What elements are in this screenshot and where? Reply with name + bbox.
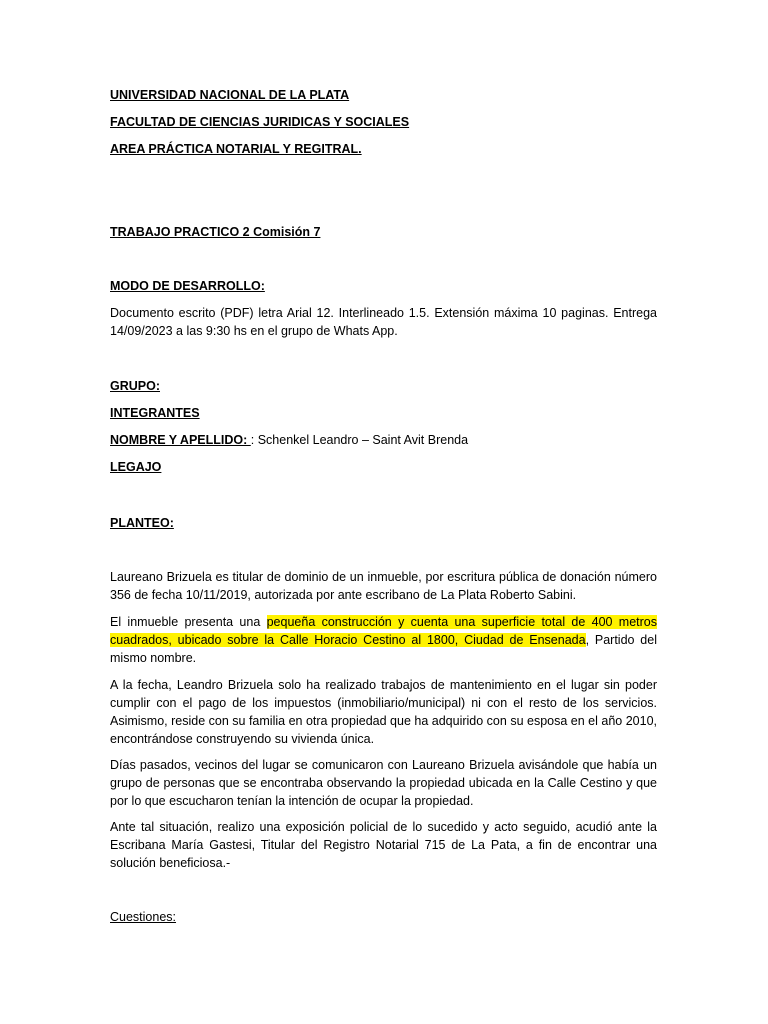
assignment-title: TRABAJO PRACTICO 2 Comisión 7 — [110, 225, 321, 239]
file-label: LEGAJO — [110, 460, 162, 474]
statement-paragraph-3: A la fecha, Leandro Brizuela solo ha realizado trabajos de mantenimiento en el lugar sin poder cumplir con el pago de los impuestos (inmobiliario/municipal) ni con el resto de los servicios. Asimismo, reside con su familia en otra propiedad que ha adquirido con su esposa en el año 2010, encontrándose construyendo su vivienda única. — [110, 678, 657, 746]
group-label: GRUPO: — [110, 379, 160, 393]
name-value: Schenkel Leandro – Saint Avit Brenda — [257, 433, 469, 447]
statement-heading: PLANTEO: — [110, 516, 174, 530]
area-heading: AREA PRÁCTICA NOTARIAL Y REGITRAL. — [110, 142, 362, 156]
development-text: Documento escrito (PDF) letra Arial 12. Interlineado 1.5. Extensión máxima 10 paginas. Entrega 14/09/2023 a las 9:30 hs en el grupo de Whats App. — [110, 306, 657, 338]
statement-paragraph-1: Laureano Brizuela es titular de dominio de un inmueble, por escritura pública de donación número 356 de fecha 10/11/2019, autorizada por ante escribano de La Plata Roberto Sabini. — [110, 570, 657, 602]
highlighted-text: pequeña construcción y cuenta una superficie total de 400 metros cuadrados, ubicado sobre la Calle Horacio Cestino al 1800, Ciudad de Ensenada — [110, 615, 657, 647]
faculty-heading: FACULTAD DE CIENCIAS JURIDICAS Y SOCIALES — [110, 115, 410, 129]
statement-paragraph-5: Ante tal situación, realizo una exposición policial de lo sucedido y acto seguido, acudió ante la Escribana María Gastesi, Titular del Registro Notarial 715 de La Pata, a fin de encontrar una solución beneficiosa.- — [110, 820, 657, 870]
paragraph-2-start: El inmueble presenta una — [110, 615, 267, 629]
statement-paragraph-4: Días pasados, vecinos del lugar se comunicaron con Laureano Brizuela avisándole que había un grupo de personas que se encontraba observando la propiedad ubicada en la Calle Cestino y que por lo que escucharon tenían la intención de ocupar la propiedad. — [110, 758, 657, 808]
university-heading: UNIVERSIDAD NACIONAL DE LA PLATA — [110, 88, 350, 102]
name-row — [110, 431, 468, 449]
paragraph-2-end: , Partido del mismo nombre. — [110, 633, 657, 665]
name-separator: : — [250, 433, 258, 447]
members-label: INTEGRANTES — [110, 406, 200, 420]
questions-heading: Cuestiones: — [110, 910, 177, 924]
name-label: NOMBRE Y APELLIDO: — [110, 433, 251, 447]
statement-paragraph-2 — [110, 613, 657, 667]
development-heading: MODO DE DESARROLLO: — [110, 279, 265, 293]
